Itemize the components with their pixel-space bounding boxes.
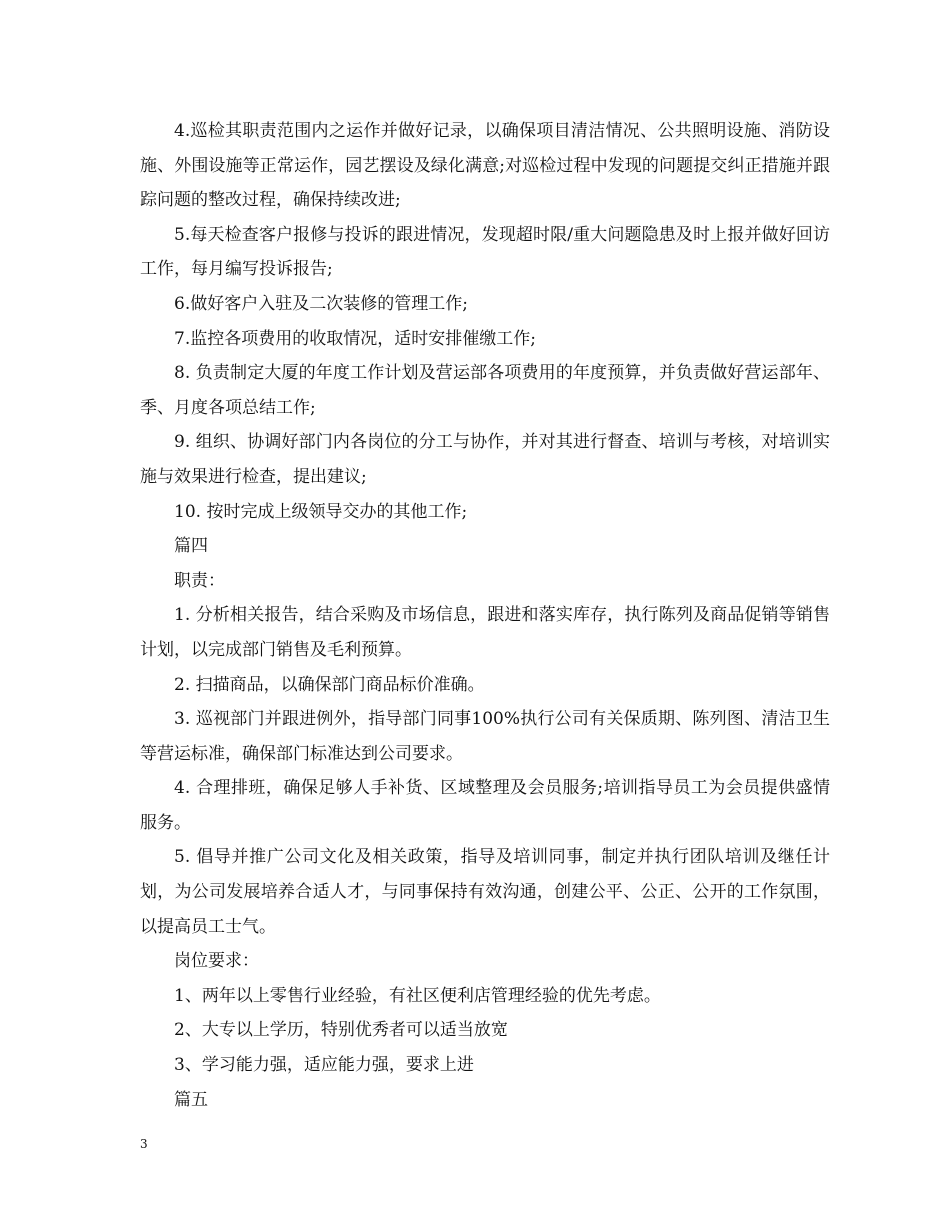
duty-item-1: 1. 分析相关报告，结合采购及市场信息，跟进和落实库存，执行陈列及商品促销等销售计划，以完成部门销售及毛利预算。 (140, 605, 830, 660)
paragraph-item-10: 10. 按时完成上级领导交办的其他工作; (174, 501, 468, 522)
section-label-requirements: 岗位要求： (174, 951, 259, 972)
duty-item-2: 2. 扫描商品，以确保部门商品标价准确。 (174, 674, 485, 695)
document-body (140, 114, 830, 1117)
paragraph-item-7: 7.监控各项费用的收取情况，适时安排催缴工作; (174, 328, 536, 349)
page-number: 3 (140, 1137, 148, 1151)
requirement-item-1: 1、两年以上零售行业经验，有社区便利店管理经验的优先考虑。 (174, 985, 661, 1006)
section-label-duties: 职责： (174, 570, 225, 591)
paragraph-item-8: 8. 负责制定大厦的年度工作计划及营运部各项费用的年度预算，并负责做好营运部年、季、月度各项总结工作; (140, 363, 830, 418)
section-heading-5: 篇五 (174, 1089, 208, 1110)
section-heading-4: 篇四 (174, 536, 208, 557)
paragraph-item-9: 9. 组织、协调好部门内各岗位的分工与协作，并对其进行督查、培训与考核，对培训实施与效果进行检查，提出建议; (140, 432, 830, 487)
requirement-item-3: 3、学习能力强，适应能力强，要求上进 (174, 1055, 474, 1076)
paragraph-item-4: 4.巡检其职责范围内之运作并做好记录，以确保项目清洁情况、公共照明设施、消防设施、外围设施等正常运作，园艺摆设及绿化满意;对巡检过程中发现的问题提交纠正措施并跟踪问题的整改过程，确保持续改进; (140, 121, 830, 211)
duty-item-3: 3. 巡视部门并跟进例外，指导部门同事100%执行公司有关保质期、陈列图、清洁卫生等营运标准，确保部门标准达到公司要求。 (140, 709, 830, 764)
paragraph-item-6: 6.做好客户入驻及二次装修的管理工作; (174, 293, 468, 314)
duty-item-4: 4. 合理排班，确保足够人手补货、区域整理及会员服务;培训指导员工为会员提供盛情服务。 (140, 778, 830, 833)
duty-item-5: 5. 倡导并推广公司文化及相关政策，指导及培训同事，制定并执行团队培训及继任计划，为公司发展培养合适人才，与同事保持有效沟通，创建公平、公正、公开的工作氛围，以提高员工士气。 (140, 847, 830, 937)
requirement-item-2: 2、大专以上学历，特别优秀者可以适当放宽 (174, 1020, 508, 1041)
paragraph-item-5: 5.每天检查客户报修与投诉的跟进情况，发现超时限/重大问题隐患及时上报并做好回访工作，每月编写投诉报告; (140, 224, 830, 280)
